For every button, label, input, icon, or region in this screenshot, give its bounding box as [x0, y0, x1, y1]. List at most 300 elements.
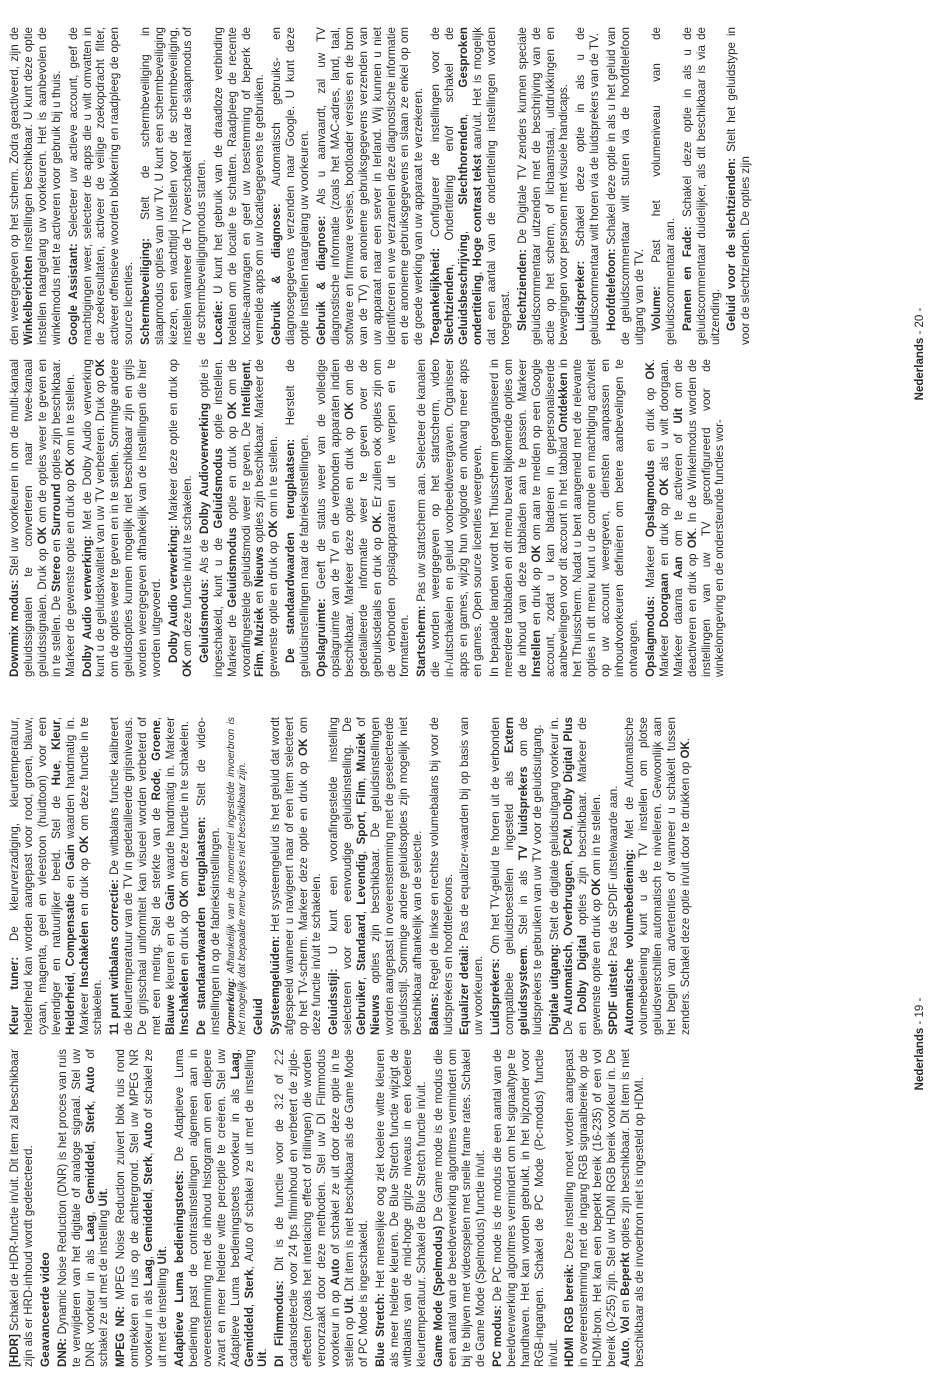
text-run: optie en druk op: [225, 419, 239, 528]
text-run: om deze functie in te schakelen.: [77, 717, 105, 1035]
bold-term: Gesproken ondertiteling: [457, 27, 484, 345]
text-run: De kleurverzadiging, kleurtemperatuur, helderheid kan worden aangepast voor rood, groen, blauw, cyaan, magenta, geel en vleestoon (huidtoon) voor een levendiger en natuurlijker beeld. Stel de: [8, 717, 63, 1035]
text-run: De Adaptieve Luma bediening past de contrastinstellingen algemeen aan in overeenstemming met de inhoud histogram om een diepere zwart en meer heldere witte perceptie te creëren. Stel uw Adaptieve Luma bedieningstoets voorkeur in als: [172, 1049, 242, 1367]
text-run: ,: [150, 760, 164, 772]
bold-term: Automatisch: [561, 944, 575, 1015]
paragraph: [327, 717, 424, 1035]
bold-term: Winkelberichten: [21, 255, 35, 345]
text-run: Herstelt de geluidsinstellingen naar de fabrieksinstellingen.: [284, 359, 312, 677]
text-run: om in te stellen.: [267, 435, 281, 521]
text-run: om deze functie in/uit te schakelen.: [180, 475, 194, 660]
text-run: kleuren en de: [163, 910, 177, 995]
paragraph: [415, 359, 485, 677]
text-run: ,: [561, 854, 575, 864]
text-run: De witbalans functie kalibreert de kleurtemperatuur van de TV in gedetailleerde grijsniveaus. De grijsschaal uniformiteit kan visueel worden verbeterd of met een meting. Stel de sterkte van de: [108, 717, 164, 1035]
text-run: en: [63, 869, 77, 894]
bold-term: OK: [77, 835, 91, 854]
text-run: Selecteer uw actieve account, geef de machtigingen weer, selecteer de apps die u wilt omvatten in de zoekresultaten, activeer de veilige zoekopdracht filter, activeer offensieve woorden blokkering en raadpleeg de open source licenties.: [66, 27, 136, 345]
text-run: en druk op: [77, 853, 91, 922]
bold-term: Gemiddeld: [83, 1143, 97, 1204]
text-run: ,: [619, 1333, 633, 1341]
text-run: om in te stellen.: [63, 374, 77, 459]
text-run: Stel uw voorkeuren in om de multi-kanaal geluidssignalen te converteren naar twee-kanaal geluidssignalen. Druk op: [8, 359, 49, 677]
bold-term: Kleur tuner:: [8, 941, 21, 1035]
text-run: opties zijn beschikbaar. Markeer de gewenste optie en druk op: [253, 359, 281, 677]
text-run: ,: [355, 771, 369, 781]
text-run: Schakel de HDR-functie in/uit. Dit item zal beschikbaar zijn als er HRD-inhoud wordt gedetecteerd.: [8, 1049, 35, 1367]
paragraph: [563, 1049, 646, 1367]
bold-term: Dolby Audioverwerking: [197, 402, 211, 534]
text-run: en: [575, 1012, 589, 1035]
bold-term: Auto: [328, 1258, 342, 1286]
text-run: Afhankelijk van de momenteel ingestelde invoerbron is het mogelijk dat bepaalde menu-opties niet beschikbaar zijn.: [225, 717, 249, 1035]
paragraph: [8, 359, 78, 677]
text-run: om de opties weer te geven en in te stellen. Sommige andere geluidsopties kunnen mogelijk niet beschikbaar zijn en grijs worden weergegeven afhankelijk van de instellingen die hier worden uitgevoerd.: [108, 359, 164, 677]
page-20-column-1: [8, 359, 913, 677]
bold-term: Sterk: [242, 1269, 256, 1299]
bold-term: Uit: [156, 1249, 170, 1265]
bold-term: Sport: [355, 814, 369, 845]
text-run: Deze instelling moet worden aangepast in overeenstemming met de ingang RGB signaalbereik op de HDMI-bron. Het kan een beperkt bereik (16-235) of een vol bereik (0-255) zijn. Stel uw HDMI RGB bereik voorkeur in. De: [563, 1049, 619, 1367]
bold-term: Gain: [163, 884, 177, 911]
bold-term: Digitale uitgang:: [547, 940, 561, 1035]
text-run: .: [97, 1187, 111, 1192]
bold-term: Luidsprekers:: [489, 953, 503, 1035]
text-run: Als u aanvaardt, zal uw TV diagnostische informatie (zoals het MAC-adres, land, taal, software en firmware versies, bootloader versies en de bron van de TV) en anonieme gebruiksgegevens verzenden van uw apparaat naar een server in Ierland. Wij kunnen u niet identificeren en we verzamelen deze diagnostische informatie en de anonieme gebruiksgegevens en slaan ze enkel op om de goede werking van uw apparaat te verzekeren.: [315, 27, 426, 345]
paragraph: [489, 717, 545, 1035]
text-run: ,: [142, 1184, 156, 1192]
text-run: Stelt het geluidstype in voor de slechtzienden. De opties zijn: [725, 27, 753, 345]
bold-term: Levendig: [355, 853, 369, 905]
section-heading: [39, 1049, 53, 1367]
bold-term: Sterk: [83, 1103, 97, 1133]
bold-term: Aan: [671, 556, 685, 579]
footer-language: Nederlands: [914, 1027, 926, 1091]
text-run: Stelt de digitale geluidsuitgang voorkeur in. De: [547, 717, 575, 1035]
bold-term: Slechthorenden: [457, 117, 471, 205]
bold-term: De standaardwaarden terugplaatsen:: [284, 425, 298, 663]
text-run: ,: [561, 935, 575, 945]
paragraph: [139, 27, 209, 345]
paragraph: [56, 1049, 112, 1367]
bold-term: Laag: [142, 1259, 156, 1287]
text-run: om de opties weer te geven en in te stellen. De: [35, 359, 63, 677]
text-run: ,: [83, 1092, 97, 1104]
section-heading: [252, 717, 266, 1035]
text-run: waarde handmatig in. Markeer: [163, 717, 177, 885]
paragraph: [173, 1049, 270, 1367]
text-run: ,: [355, 844, 369, 854]
text-run: ,: [142, 1251, 156, 1260]
bold-term: [HDR]: [8, 1330, 21, 1367]
note-paragraph: [226, 717, 249, 1035]
paragraph: [681, 27, 723, 345]
text-run: . Er zullen ook opties zijn om de verbonden opslagapparaten uit te werpen en te formatteren.: [370, 359, 412, 677]
text-run: ,: [242, 1298, 256, 1308]
paragraph: [212, 27, 268, 345]
text-run: .: [256, 1348, 270, 1352]
text-run: ,: [561, 820, 575, 829]
text-run: en druk op: [177, 907, 191, 969]
bold-term: OK: [225, 401, 239, 420]
bold-term: Film: [253, 653, 267, 677]
text-run: ,: [142, 1148, 156, 1156]
text-run: Markeer deze optie en druk op: [166, 359, 180, 521]
bold-term: Opslagmodus:: [643, 587, 657, 677]
text-run: of schakel ze uit met de instelling: [83, 1049, 111, 1367]
bold-term: Hue: [49, 763, 63, 786]
page-footer: [914, 23, 926, 685]
text-run: Geeft de status weer van de volledige opslagruimte van de TV en de verbonden apparaten indien beschikbaar. Markeer deze optie en druk op: [315, 359, 356, 677]
bold-term: Opmerking:: [225, 973, 237, 1035]
text-run: instellingen beschikbaar. U kunt deze optie instellen naargelang uw voorkeuren. Het is aanbevolen de winkelmodus niet te activeren voor gebruik bij u thuis.: [21, 27, 63, 345]
paragraph: [315, 27, 426, 345]
bold-term: Gebruik & diagnose:: [270, 186, 284, 345]
paragraph: [284, 359, 312, 677]
text-run: Pas de equalizer-waarden bij op basis van uw voorkeuren.: [458, 717, 486, 1035]
page-20-column-2: [8, 27, 913, 345]
text-run: ,: [83, 1132, 97, 1144]
page-19-column-1: [8, 1049, 913, 1367]
paragraph: [491, 1049, 561, 1367]
bold-term: Toegankelijkheid:: [429, 237, 443, 345]
text-run: en druk op: [643, 379, 657, 460]
text-run: Met de Dolby Audio verwerking kunt u de geluidskwaliteit van uw TV verbeteren. Druk op: [80, 359, 108, 677]
bold-term: DI Filmmodus:: [273, 1270, 287, 1367]
text-run: Markeer: [643, 537, 657, 588]
text-run: Schakel deze optie in als u het geluid van de geluidscommentaar wilt sturen via de hoofdtelefoon uitgang van de TV.: [605, 27, 646, 345]
text-run: aan/uit. Het is mogelijk dat een aantal van de ondertiteling instellingen worden toegepast.: [471, 27, 512, 345]
bold-term: Uit: [256, 1351, 270, 1367]
paragraph: [428, 717, 456, 1035]
paragraph: [605, 27, 647, 345]
paragraph: [8, 717, 105, 1035]
text-run: . In de Winkelmodus worden de instellingen van uw TV geconfigureerd voor de winkelomgeving en de ondersteunde functies wor-: [685, 359, 727, 677]
bold-term: Stereo: [49, 555, 63, 593]
bold-term: Overbruggen: [561, 863, 575, 936]
paragraph: [458, 717, 486, 1035]
text-run: en druk op: [529, 562, 543, 630]
bold-term: OK: [657, 478, 671, 496]
bold-term: PC modus:: [490, 1301, 504, 1367]
paragraph: [198, 359, 281, 677]
bold-term: Geluidsmodus: [211, 448, 225, 529]
bold-term: HDMI RGB bereik:: [563, 1258, 577, 1367]
bold-term: 11 punt witbalans correctie:: [108, 874, 122, 1035]
text-run: . Stel in als: [517, 860, 531, 948]
bold-term: Uit: [342, 1298, 356, 1314]
paragraph: [269, 717, 325, 1035]
text-run: of schakel ze uit door deze optie in te stellen op: [328, 1049, 356, 1367]
bold-term: OK: [267, 520, 281, 538]
text-run: en: [49, 535, 63, 556]
bold-term: Dolby Audio verwerking:: [166, 520, 180, 663]
paragraph: [270, 27, 312, 345]
text-run: , Auto of schakel ze uit met de instelling: [242, 1049, 256, 1270]
bold-term: Auto: [619, 1340, 633, 1367]
bold-term: Muziek: [253, 607, 267, 647]
text-run: MPEG Noise Reduction zuivert blok ruis rond omtrekken en ruis op de achtergrond. Stel uw MPEG NR voorkeur in als: [114, 1049, 156, 1367]
paragraph: [315, 359, 412, 677]
text-run: , Ondertiteling en/of schakel de: [443, 27, 457, 268]
footer-page-number: - 20 -: [914, 307, 926, 338]
bold-term: Balans:: [427, 989, 441, 1035]
bold-term: OK: [589, 878, 603, 896]
bold-term: Slechtzienden: [443, 267, 457, 345]
bold-term: Auto: [83, 1066, 97, 1093]
bold-term: Volume:: [649, 262, 663, 331]
text-run: ,: [49, 717, 63, 721]
bold-term: Inschakelen: [77, 921, 91, 988]
bold-term: OK: [685, 530, 699, 549]
bold-term: Dolby Digital Plus: [561, 717, 575, 820]
text-run: Stelt de schermbeveiliging in slaapmodus opties van uw TV. U kunt een schermbeveiliging kiezen, een wachttijd instellen voor de schermbeveiliging, instellen wanneer de TV overschakelt naar de slaapmodus of de schermbeveiligingmodus starten.: [139, 27, 208, 345]
bold-term: Geluid: [250, 998, 265, 1035]
text-run: Dit is de functie voor de 3:2 of 2:2 cadansdetectie voor 24 fps filminhoud en verbetert de zijde-effecten (zoals het interlacing effect of trillingen) die worden veroorzaakt door deze methoden. Stel uw DI Filmmodus voorkeur in op: [273, 1049, 342, 1367]
bold-term: Uit: [671, 408, 685, 424]
text-run: ,: [355, 804, 369, 815]
bold-term: Opslagmodus: [643, 459, 657, 538]
text-run: ,: [355, 904, 369, 915]
bold-term: Inschakelen: [177, 968, 191, 1035]
bold-term: Gebruiker: [355, 980, 369, 1035]
bold-term: Nieuws: [369, 994, 383, 1035]
bold-term: Nieuws: [253, 546, 267, 588]
bold-term: Geluid voor de slechtzienden:: [725, 151, 739, 331]
paragraph: [488, 359, 641, 677]
text-run: en: [253, 587, 267, 608]
bold-term: De standaardwaarden terugplaatsen:: [194, 805, 208, 1035]
bold-term: Gemiddeld: [142, 1191, 156, 1252]
bold-term: OK: [63, 458, 77, 476]
text-run: U kunt een voorafingestelde instelling selecteren voor een eenvoudige geluidsinstelling. De: [327, 717, 355, 1035]
text-run: opties zijn beschikbaar. Markeer de gewenste optie en druk op: [49, 359, 77, 677]
text-run: om aan te melden op een Google account, zodat u kan bladeren in gepersonaliseerde aanbevelingen voor dit account in het tabblad: [529, 359, 571, 677]
text-run: om te activeren of: [671, 423, 685, 557]
bold-term: Compensatie: [63, 893, 77, 967]
paragraph: [607, 717, 621, 1035]
text-run: Automatisch gebruiks- en diagnosegegevens verzenden naar Google. U kunt deze optie instellen naargelang uw voorkeuren.: [270, 27, 312, 345]
text-run: en: [619, 1295, 633, 1317]
bold-term: SPDIF uitstel:: [606, 956, 620, 1035]
text-run: Stelt de video-instellingen in op de fabrieksinstellingen.: [194, 717, 222, 1035]
text-run: optie is ingeschakeld, kunt u de: [197, 359, 225, 677]
paragraph: [67, 27, 137, 345]
page-19-column-2: [8, 717, 913, 1035]
bold-term: Startscherm:: [415, 601, 429, 677]
text-run: Dynamic Noise Reduction (DNR) is het proces van ruis te verwijderen van het digitale of analoge signaal. Stel uw DNR voorkeur in als: [55, 1049, 97, 1367]
paragraph: [432, 1049, 488, 1367]
bold-term: OK: [296, 738, 310, 757]
bold-term: Uit: [97, 1191, 111, 1207]
bold-term: Luidspreker:: [574, 246, 588, 331]
text-run: ,: [49, 749, 63, 764]
paragraph: [650, 27, 678, 345]
text-run: als u wilt doorgaan. Markeer daarna: [657, 359, 685, 677]
text-run: in het Thuisscherm. Nadat u bent aangemeld met de relevante opties in dit menu kunt u de controle en machtiging activiteit op uw account weergeven, diensten aanpassen en inhoudvoorkeuren definiëren om betere aanbevelingen te ontvangen.: [557, 359, 640, 677]
bold-term: Gebruik & diagnose:: [315, 204, 329, 345]
bold-term: Slechtzienden:: [515, 243, 529, 331]
bold-term: Film: [355, 780, 369, 805]
text-run: Pas de SPDIF uitstelwaarde aan.: [606, 785, 620, 957]
bold-term: Equalizer detail:: [458, 940, 472, 1035]
bold-term: OK: [94, 359, 108, 377]
paragraph: [8, 27, 64, 345]
bold-term: OK: [679, 741, 693, 759]
text-run: .: [156, 1245, 170, 1250]
bold-term: Instellen: [529, 629, 543, 677]
bold-term: Downmix modus:: [8, 575, 21, 677]
text-run: ,: [253, 646, 267, 654]
bold-term: Blauwe: [163, 994, 177, 1035]
text-run: ,: [239, 359, 253, 363]
text-run: Het systeemgeluid is het geluid dat wordt afgespeeld wanneer u navigeert naar of een item selecteert op het TV-scherm. Markeer deze optie en druk op: [268, 717, 310, 1035]
text-run: waarden handmatig in. Markeer: [63, 717, 91, 1035]
paragraph: [108, 717, 191, 1035]
bold-term: Pannen en Fade:: [680, 217, 694, 331]
bold-term: Hoofdtelefoon:: [605, 244, 619, 331]
footer-language: Nederlands: [914, 337, 926, 401]
text-run: den weergegeven op het scherm. Zodra geactiveerd, zijn de: [8, 27, 21, 345]
text-run: Schakel deze optie in als u de geluidscommentaar wilt horen via de luidsprekers van de TV.: [574, 27, 602, 345]
bold-term: Doorgaan: [657, 573, 671, 628]
bold-term: OK: [342, 402, 356, 420]
text-run: De Digitale TV zenders kunnen speciale geluidscommentaar uitzenden met de beschrijving van de actie op het scherm, of lichaamstaal, uitdrukkingen en bewegingen voor personen met visuele handicaps.: [515, 27, 571, 345]
text-run: Met de Automatische volumebediening kunt u de TV instellen om plotse geluidsverschillen automatisch te nivelleren. Gewoonlijk aan het begin van advertenties of wanneer u schakelt tussen zenders. Schakel deze optie in/uit door te drukken op: [623, 717, 693, 1035]
text-run: optie instellen. Markeer de: [211, 359, 239, 677]
bold-term: Laag: [83, 1214, 97, 1242]
bold-term: TV luidsprekers: [517, 766, 531, 861]
paragraph: [167, 359, 195, 677]
text-run: Pas uw startscherm aan. Selecteer de kanalen die worden weergegeven op het startscherm, video in-/uitschakelen en geluid voorbeeldweergaven. Organiseer apps en games, wijzig hun volgorde en ontvang meer apps en games. Open source licenties weergeven.: [415, 359, 484, 677]
manual-page-20: [8, 23, 928, 685]
paragraph: [574, 27, 602, 345]
bold-term: Blue Stretch:: [373, 1288, 387, 1367]
text-run: . Dit item is niet beschikbaar als de Game Mode of PC Mode is ingeschakeld.: [342, 1049, 370, 1367]
bold-term: OK: [35, 526, 49, 545]
text-run: Als de: [197, 533, 211, 574]
text-run: Configureer de instellingen voor de: [429, 27, 443, 238]
text-run: Om het TV-geluid te horen uit de verbonden compatibele geluidstoestellen ingesteld als: [489, 717, 517, 1035]
text-run: om deze functie in te schakelen.: [177, 721, 191, 890]
bold-term: OK: [370, 515, 384, 533]
paragraph: [195, 717, 223, 1035]
bold-term: Automatische volumebediening:: [623, 838, 637, 1035]
bold-term: MPEG NR:: [114, 1299, 128, 1367]
bold-term: Geluidsstijl:: [327, 954, 341, 1035]
text-run: opties zijn beschikbaar. Dit item is niet beschikbaar als de invoerbron niet is ingesteld op HDMI.: [619, 1049, 646, 1367]
bold-term: Ontdekken: [557, 372, 571, 433]
text-run: ,: [228, 1049, 242, 1053]
paragraph: [374, 1049, 430, 1367]
bold-term: Dolby Audio verwerking:: [80, 529, 94, 677]
bold-term: OK: [643, 362, 657, 380]
bold-term: Systeemgeluiden:: [268, 931, 282, 1035]
bold-term: Geavanceerde video: [37, 1252, 52, 1367]
text-run: of: [355, 717, 369, 733]
bold-term: Muziek: [355, 732, 369, 772]
text-run: De Game mode is de modus die een aantal van de beeldverwerking algoritmes vermindert om bij te blijven met videospelen met snelle frame rates. Schakel de Game Mode (Spelmodus) functie in/uit.: [432, 1049, 487, 1367]
bold-term: Groene: [150, 720, 164, 761]
paragraph: [644, 359, 727, 677]
bold-term: Dolby Digital: [575, 934, 589, 1013]
bold-term: Gemiddeld: [242, 1307, 256, 1367]
text-run: en druk op: [657, 495, 671, 574]
text-run: om de gedetailleerde informatie weer te geven over de gebruiksdetails en druk op: [342, 359, 384, 677]
text-run: opties zijn beschikbaar. De geluidsinstellingen worden aangepast in overeenstemming met de geselecteerde geluidsstijl. Sommige andere geluidsopties zijn mogelijk niet beschikbaar afhankelijk van de selectie.: [369, 717, 424, 1035]
text-run: . Markeer: [643, 359, 671, 677]
text-run: opties zijn beschikbaar. Markeer de gewenste optie en druk op: [575, 717, 603, 1035]
text-run: om in te stellen.: [589, 793, 603, 879]
page-footer: [914, 713, 926, 1375]
text-run: of schakel ze uit met de instelling: [142, 1049, 170, 1367]
text-run: om de voorafingestelde geluidsmodi weer te geven. De: [225, 359, 253, 677]
text-run: Het menselijke oog ziet koelere witte kleuren als meer heldere kleuren. De Blue Stretch functie wijzigt de witbalans van de mid-hoge grijze niveaus in een koelere kleurtemperatuur. Schakel de Blue Stretch functie in/uit.: [373, 1049, 429, 1367]
bold-term: Schermbeveiliging:: [139, 219, 153, 345]
bold-term: Vol: [619, 1316, 633, 1334]
bold-term: Beperkt: [619, 1252, 633, 1296]
paragraph: [548, 717, 604, 1035]
bold-term: Geluidsbeschrijving: [457, 234, 471, 345]
bold-term: Hoge contrast tekst: [471, 154, 484, 267]
bold-term: Adaptieve Luma bedieningstoets:: [172, 1161, 186, 1367]
bold-term: Extern geluidssysteem: [503, 717, 531, 1035]
text-run: Past het volumeniveau van de geluidscommentaar aan.: [649, 27, 677, 345]
bold-term: Geluidsmodus: [225, 527, 239, 608]
footer-page-number: - 19 -: [914, 997, 926, 1028]
text-run: om de luidsprekers te gebruiken van uw TV voor de geluidsuitgang.: [517, 717, 544, 1035]
text-run: ,: [83, 1203, 97, 1215]
text-run: ,: [150, 717, 164, 721]
bold-term: Helderheid: [63, 975, 77, 1035]
text-run: De PC mode is de modus die een aantal van de beeldverwerking algoritmes vermindert om het signaaltype te handhaven. Het kan worden gebruikt, in het bijzonder voor RGB-ingangen. Schakel de PC Mode (Pc-modus) functie in/uit.: [490, 1049, 560, 1367]
text-run: ,: [457, 204, 471, 235]
bold-term: Kleur: [49, 720, 63, 750]
text-run: om deze functie in/uit te schakelen.: [296, 717, 324, 1035]
paragraph: [81, 359, 164, 677]
bold-term: Intelligent: [239, 362, 253, 417]
paragraph: [273, 1049, 370, 1367]
bold-term: Surround: [49, 483, 63, 536]
manual-page-19: [8, 713, 928, 1375]
bold-term: Locatie:: [211, 293, 225, 345]
bold-term: Gain: [63, 844, 77, 870]
text-run: ,: [355, 970, 369, 981]
text-run: In bepaalde landen wordt het Thuisscherm georganiseerd in meerdere tabbladen en dit menu bevat bijkomende opties om de inhoud van deze tabbladen aan te passen. Markeer: [487, 359, 529, 677]
text-run: U kunt het gebruik van de draadloze verbinding toelaten om de locatie te schatten. Raadpleeg de recente locatie-aanvragen en geef uw toestemming of beperk de vermelde apps om uw locatiegegevens te gebruiken.: [211, 27, 267, 345]
paragraph: [114, 1049, 170, 1367]
text-run: .: [679, 737, 693, 742]
text-run: ,: [471, 266, 484, 275]
paragraph: [516, 27, 572, 345]
bold-term: OK: [529, 545, 543, 563]
bold-term: Laag: [228, 1052, 242, 1080]
bold-term: Sterk: [142, 1155, 156, 1185]
bold-term: Opslagruimte:: [315, 589, 329, 677]
paragraph: [429, 27, 512, 345]
text-run: ,: [63, 966, 77, 976]
bold-term: DNR:: [55, 1334, 69, 1367]
text-run: Schakel deze optie in als u de geluidscommentaar duidelijker, als dit beschikbaar is via de uitzending.: [680, 27, 722, 345]
text-run: ,: [457, 87, 471, 118]
paragraph: [623, 717, 693, 1035]
bold-term: Geluidsmodus:: [197, 573, 211, 663]
bold-term: PCM: [561, 828, 575, 855]
bold-term: OK: [177, 889, 191, 908]
bold-term: Auto: [142, 1122, 156, 1149]
paragraph: [8, 1049, 36, 1367]
bold-term: Rode: [150, 771, 164, 801]
